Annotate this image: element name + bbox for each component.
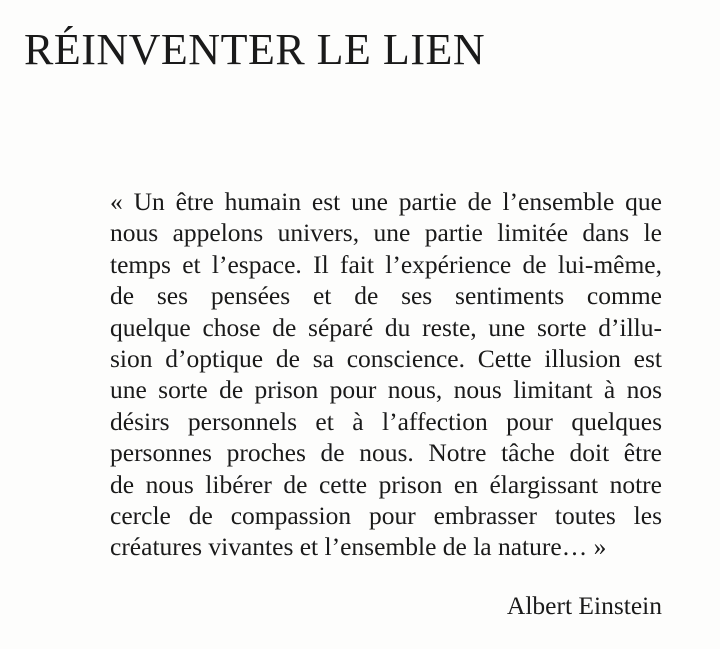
quote-line: sion d’optique de sa conscience. Cette illusion est [110,343,662,373]
quote-line: de ses pensées et de ses sentiments comme [110,281,662,311]
quote-line: personnes proches de nous. Notre tâche doit être [110,438,662,468]
page-title: RÉINVENTER LE LIEN [24,25,486,74]
quote-line: « Un être humain est une partie de l’ensemble que [110,187,662,216]
quote-author: Albert Einstein [506,591,662,620]
quote-line: de nous libérer de cette prison en élargissant notre [110,469,662,499]
quote-line: créatures vivantes et l’ensemble de la nature… » [110,532,607,562]
quote-line: une sorte de prison pour nous, nous limitant à nos [110,375,662,405]
quote-line: quelque chose de séparé du reste, une sorte d’illu- [110,312,662,342]
quote-block [110,186,662,563]
quote-line: nous appelons univers, une partie limitée dans le [110,218,662,248]
quote-line: cercle de compassion pour embrasser toutes les [110,500,662,530]
quote-line: désirs personnels et à l’affection pour quelques [110,406,662,436]
quote-line: temps et l’espace. Il fait l’expérience de lui-même, [110,249,662,279]
